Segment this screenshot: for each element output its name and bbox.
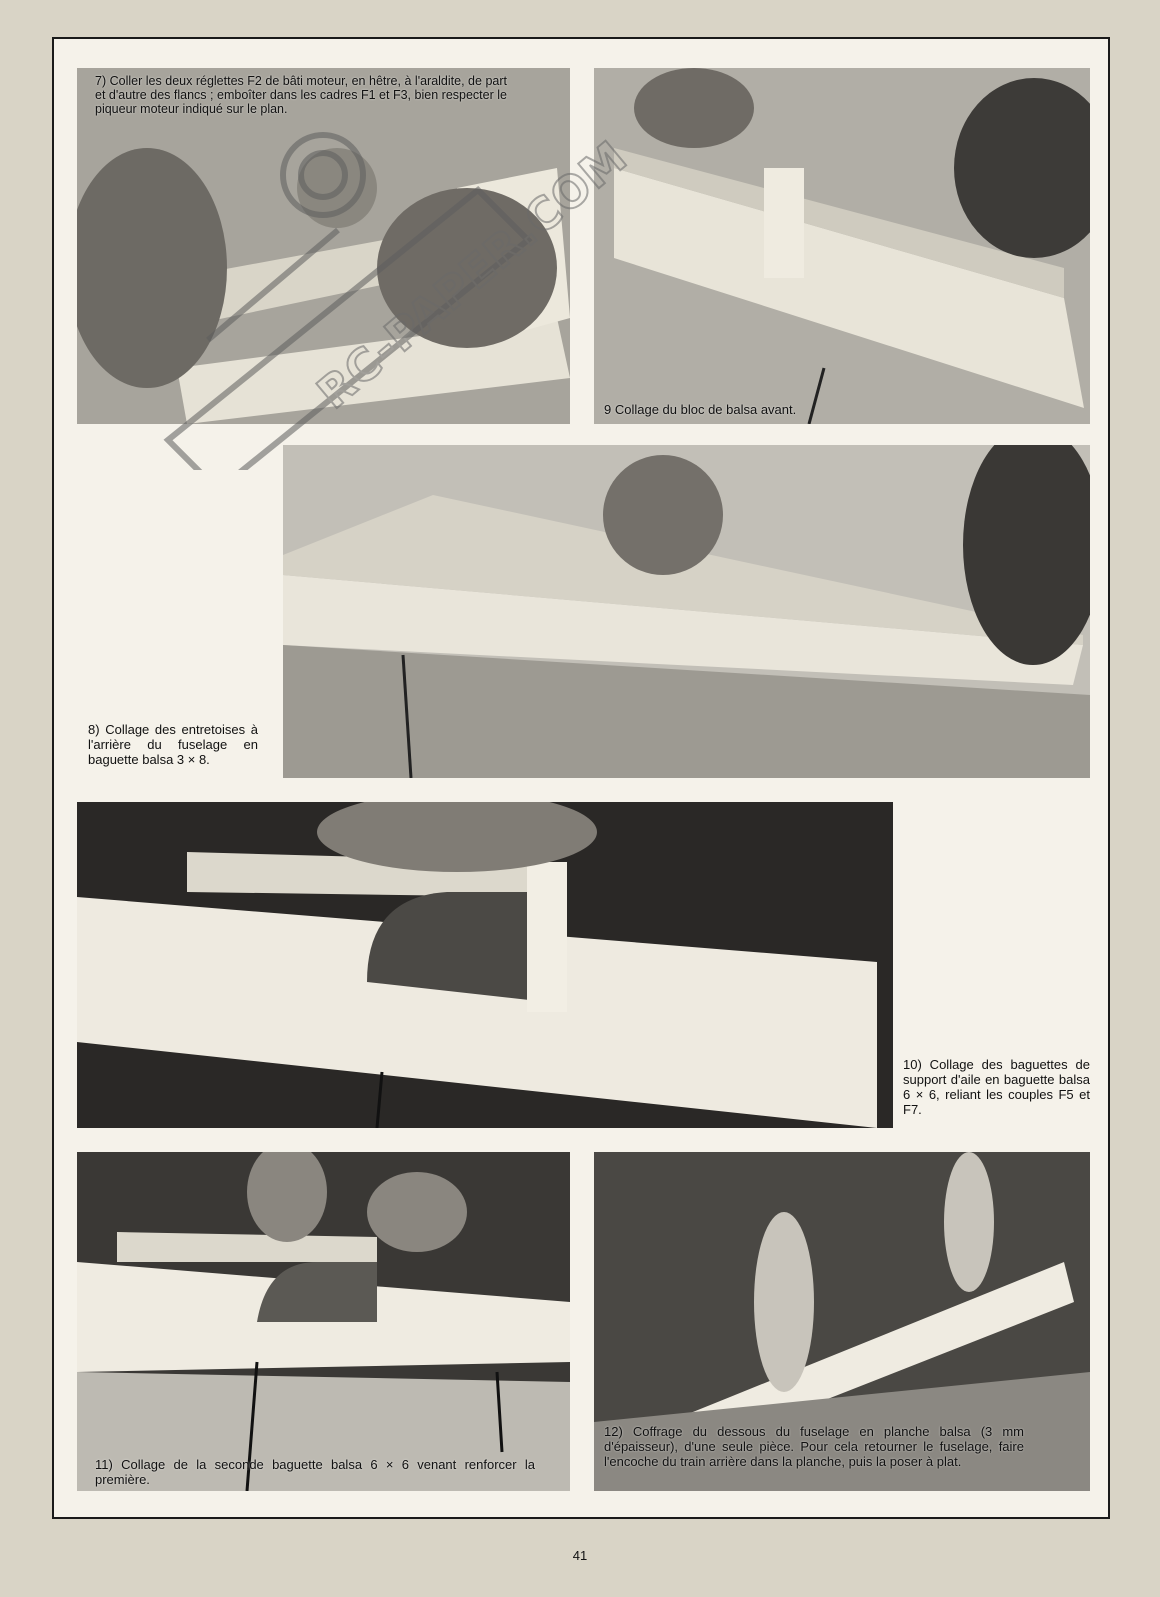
step-12-caption: 12) Coffrage du dessous du fuselage en planche balsa (3 mm d'épaisseur), d'une seule pièce. Pour cela retourner le fuselage, faire l'encoche du train arrière dans la planche, puis la poser à plat. [604,1424,1024,1469]
page-number: 41 [572,1548,588,1563]
photo-step-12 [594,1152,1090,1491]
step-10-caption: 10) Collage des baguettes de support d'aile en baguette balsa 6 × 6, reliant les couples F5 et F7. [903,1057,1090,1117]
photo-step-9 [594,68,1090,424]
photo-step-8 [283,445,1090,778]
step-7-caption: 7) Coller les deux réglettes F2 de bâti moteur, en hêtre, à l'araldite, de part et d'autre des flancs ; emboîter dans les cadres F1 et F3, bien respecter le piqueur moteur indiqué sur le plan. [95,74,507,116]
photo-step-7 [77,68,570,424]
photo-step-10 [77,802,893,1128]
step-9-caption: 9 Collage du bloc de balsa avant. [604,402,797,417]
step-8-caption: 8) Collage des entretoises à l'arrière du fuselage en baguette balsa 3 × 8. [88,722,258,767]
step-11-caption: 11) Collage de la seconde baguette balsa 6 × 6 venant renforcer la première. [95,1457,535,1487]
photo-step-11 [77,1152,570,1491]
